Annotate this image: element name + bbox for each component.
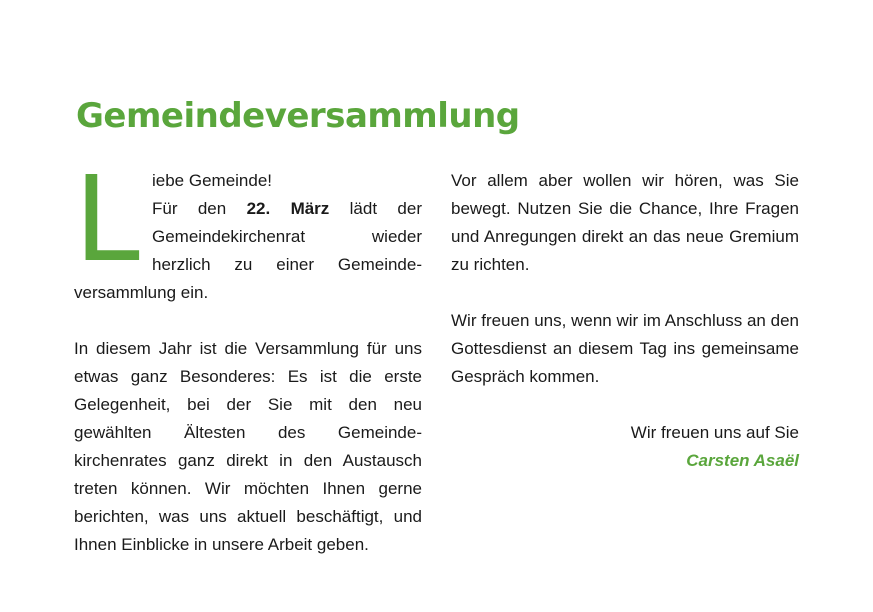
conversation-paragraph: Wir freuen uns, wenn wir im Anschluss an den Gottesdienst an diesem Tag ins gemeinsame Gespräch kommen. [451,311,799,386]
right-column [451,167,799,475]
listening-paragraph: Vor allem aber wollen wir hören, was Sie bewegt. Nutzen Sie die Chance, Ihre Fragen und Anregungen direkt an das neue Gremium zu richten. [451,171,799,274]
invitation-text-end: lädt der Gemeindekirchenrat wieder herzlich zu einer Gemeinde-versammlung ein. [74,199,422,302]
closing-line: Wir freuen uns auf Sie [630,423,799,442]
page-title: Gemeindeversammlung [76,96,520,136]
event-date: 22. März [246,199,330,218]
drop-cap: L [74,150,140,288]
invitation-text-start: Für den [152,199,247,218]
signature: Carsten Asaël [686,451,799,470]
greeting-text: iebe Gemeinde! [152,171,273,190]
intro-paragraph: In diesem Jahr ist die Versammlung für uns etwas ganz Besonderes: Es ist die erste Gelegenheit, bei der Sie mit den neu gewählten Ältesten des Gemeinde-kirchenrates ganz direkt in den Austausch treten können. Wir möchten Ihnen gerne berichten, was uns aktuell beschäftigt, und Ihnen Einblicke in unsere Arbeit geben. [74,339,422,554]
left-column [74,150,422,559]
